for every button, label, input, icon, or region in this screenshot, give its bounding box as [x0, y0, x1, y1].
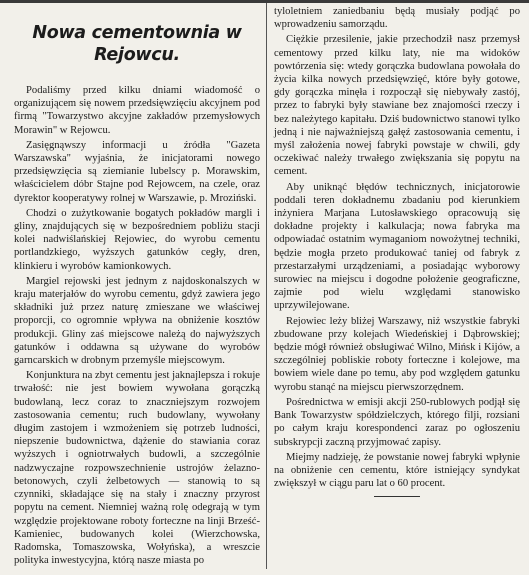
end-rule	[374, 496, 420, 497]
right-column	[274, 5, 520, 497]
paragraph-continued: tyloletniem zaniedbaniu będą musiały podjąć po wprowadzeniu samorządu.	[274, 6, 520, 31]
paragraph: Zasięgnąwszy informacji u źródła "Gazeta Warszawska" wyjaśnia, że inicjatorami nowego przedsięwzięcia są ziemianie lubelscy p. Morawskim, właścicielem dóbr Stajne pod Rejowcem, na czele, oraz dyrektor kooperatywy rolnej w Warszawie, p. Mroziński.	[14, 139, 260, 204]
paragraph: Rejowiec leży bliżej Warszawy, niż wszystkie fabryki zbudowane przy kolejach Wiedeńskiej i Dąbrowskiej; będzie mógł również obsługiwać Wilno, Mińsk i Kijów, a szczególniej pobliskie roboty forteczne i kolejowe, ma bowiem wiele dane po temu, aby pod względem gatunku wyrobu stanąć na miejscu pierwszorzędnem.	[274, 315, 520, 393]
article-title: Nowa cementownia w Rejowcu.	[32, 23, 242, 65]
paragraph: Chodzi o zużytkowanie bogatych pokładów margli i gliny, znajdujących się w bezpośredniem pobliżu stacji kolei nadwiślańskiej Rejowiec, do wyrobu cementu portlandzkiego, wyższych gatunków cegły, dren, klinkieru i wyrobów kamionkowych.	[14, 207, 260, 272]
column-divider	[266, 3, 267, 569]
paragraph: Konjunktura na zbyt cementu jest jaknajlepsza i rokuje trwałość: nie jest bowiem wywołana gorączką budowlaną, lecz coraz to znaczniejszym rozwojem zastosowania cementu; ruch budowlany, wywołany długim zastojem i wzmożeniem się potrzeb ludności, niepszenie budownictwa, dążenie do stawiania coraz wyższych i ogniotrwałych budowli, a szczególnie nadzwyczajne rozpowszechnienie ustrojów żelazno-betonowych, czyli żelbetowych — stanowią to są czynniki, składające się na stały i znaczny przyrost popytu na cement. Niemniej ważną rolę odegrają w tym względzie projektowane roboty forteczne na linji Brześć-Kamieniec, budowanych kolei (Wierzchowska, Radomska, Tomaszowska, Wołyńska), a wreszcie polityka inwestycyjna, którą nasze miasta po	[14, 370, 260, 567]
paragraph: Miejmy nadzieję, że powstanie nowej fabryki wpłynie na obniżenie cen cementu, które istniejący syndykat zwiększył w ciągu paru lat o 60 procent.	[274, 451, 520, 490]
paragraph: Aby uniknąć błędów technicznych, inicjatorowie poddali teren dokładnemu zbadaniu pod kierunkiem inżyniera Marjana Lutosławskiego opracowują się dokładne projekty i kalkulacja; nowa fabryka ma odpowiadać ostatnim wymaganiom nowożytnej techniki, będzie mogła przeto produkować taniej od fabryk z przestarzałymi urządzeniami, a posiadając wyborowy surowiec na miejscu i dogodne położenie geograficzne, zajmie pod wielu względami stanowisko uprzywilejowane.	[274, 181, 520, 312]
paragraph: Pośrednictwa w emisji akcji 250-rublowych podjął się Bank Towarzystw spółdzielczych, którego filji, rozsiani po całym kraju korespondenci zaraz po ogłoszeniu subskrypcji zaczną przyjmować zapisy.	[274, 396, 520, 448]
paragraph: Podaliśmy przed kilku dniami wiadomość o organizującem się nowem przedsięwzięciu akcyjnem pod firmą "Towarzystwo akcyjne zakładów przemysłowych Morawin" w Rejowcu.	[14, 85, 260, 136]
paragraph: Margiel rejowski jest jednym z najdoskonalszych w kraju materjałów do wyrobu cementu, gdyż zawiera jego składniki już przez naturę zmieszane we właściwej proporcji, co ogromnie wpływa na obniżenie kosztów produkcji. Gliny zaś miejscowe należą do najwyższych gatunków i oddawna są używane do wyrobów garncarskich w drobnym przemyśle miejscowym.	[14, 275, 260, 367]
left-column	[14, 5, 260, 569]
top-rule	[0, 0, 529, 3]
paragraph: Ciężkie przesilenie, jakie przechodził nasz przemysł cementowy przed kilku laty, nie ma widoków powtórzenia się: wtedy gorączka budowlana powołała do życia kilka nowych przedsięwzięć, które były gotowe, gdy gorączka minęła i rozpoczął się niebywały zastój, przez to fabryki były stawiane bez znajomości rzeczy i bez należytego kapitału. Dziś budownictwo stanowi tylko jedną i nie najważniejszą gałęź zastosowania cementu, i myśl założenia nowej fabryki powstaje w chwili, gdy oczekiwać należy trwałego zwiększania się popytu na cement.	[274, 34, 520, 178]
